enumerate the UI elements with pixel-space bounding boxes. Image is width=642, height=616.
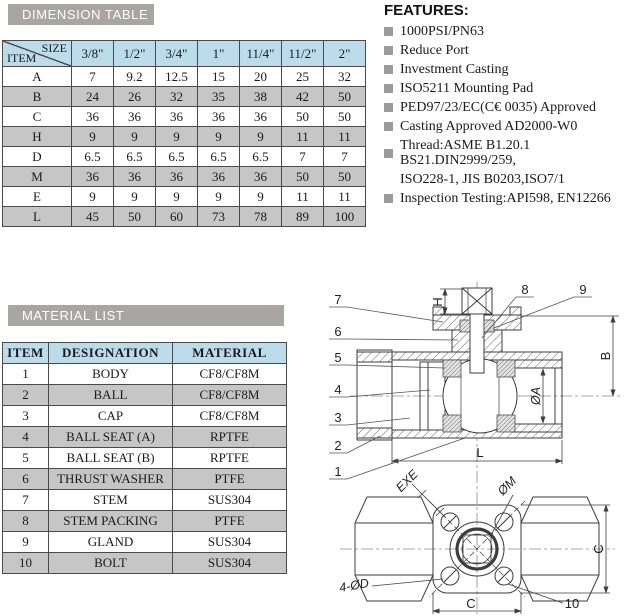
material-item-number: 3: [3, 406, 49, 427]
material-material: SUS304: [173, 490, 287, 511]
stem-top: [462, 288, 492, 314]
material-list-table: [2, 342, 287, 574]
dim-label-m: ØM: [494, 473, 520, 499]
material-material: CF8/CF8M: [173, 406, 287, 427]
dim-item-label: B: [3, 87, 72, 107]
dim-value-cell: 6.5: [156, 147, 198, 167]
features-section: [384, 2, 640, 210]
feature-text: ISO5211 Mounting Pad: [400, 81, 534, 96]
dim-value-cell: 24: [72, 87, 114, 107]
dim-value-cell: 9: [240, 187, 282, 207]
dimension-table-corner-cell: [3, 41, 72, 67]
callout-8: 8: [521, 282, 529, 297]
dim-item-label: M: [3, 167, 72, 187]
dim-item-label: C: [3, 107, 72, 127]
dim-label-bolt-holes: 4-ØD: [338, 575, 370, 595]
dim-value-cell: 15: [198, 67, 240, 87]
material-row: [3, 448, 287, 469]
dimension-table-title: DIMENSION TABLE: [22, 7, 149, 22]
material-row: [3, 490, 287, 511]
dimension-table-header-row: [3, 41, 366, 67]
dim-value-cell: 9: [198, 127, 240, 147]
dim-item-label: A: [3, 67, 72, 87]
material-item-number: 9: [3, 532, 49, 553]
dim-value-cell: 36: [156, 107, 198, 127]
dim-size-header: 1": [198, 41, 240, 67]
material-designation: STEM PACKING: [49, 511, 173, 532]
dim-value-cell: 9: [72, 187, 114, 207]
dim-value-cell: 60: [156, 207, 198, 227]
material-item-number: 4: [3, 427, 49, 448]
dim-row-L: [3, 207, 366, 227]
dim-value-cell: 35: [198, 87, 240, 107]
dim-value-cell: 9: [198, 187, 240, 207]
dim-value-cell: 38: [240, 87, 282, 107]
material-column-header: MATERIAL: [173, 343, 287, 364]
callout-7: 7: [334, 292, 342, 307]
material-material: SUS304: [173, 553, 287, 574]
feature-text: Inspection Testing:API598, EN12266: [400, 191, 611, 206]
callout-3: 3: [334, 410, 342, 425]
dim-value-cell: 11: [282, 187, 324, 207]
dim-label-c-right: C: [591, 544, 606, 554]
dim-value-cell: 100: [324, 207, 366, 227]
feature-item: [384, 191, 640, 206]
feature-item: [384, 100, 640, 115]
dim-row-C: [3, 107, 366, 127]
material-column-header: DESIGNATION: [49, 343, 173, 364]
bullet-square-icon: [384, 46, 393, 55]
dim-value-cell: 32: [156, 87, 198, 107]
dim-value-cell: 11: [324, 187, 366, 207]
dim-value-cell: 50: [282, 107, 324, 127]
dim-value-cell: 7: [72, 67, 114, 87]
feature-item: [384, 62, 640, 77]
feature-text: Investment Casting: [400, 62, 509, 77]
dim-value-cell: 36: [114, 167, 156, 187]
features-title: FEATURES:: [384, 2, 469, 19]
dim-value-cell: 36: [240, 167, 282, 187]
dim-value-cell: 6.5: [72, 147, 114, 167]
material-item-number: 5: [3, 448, 49, 469]
dim-value-cell: 36: [198, 107, 240, 127]
callout-5: 5: [334, 350, 342, 365]
dim-value-cell: 89: [282, 207, 324, 227]
dim-value-cell: 9: [156, 187, 198, 207]
dim-value-cell: 36: [198, 167, 240, 187]
material-material: PTFE: [173, 511, 287, 532]
dim-value-cell: 9: [240, 127, 282, 147]
material-designation: BOLT: [49, 553, 173, 574]
dim-label-a: ØA: [529, 386, 543, 406]
callout-10: 10: [564, 596, 580, 611]
feature-text: Casting Approved AD2000-W0: [400, 119, 578, 134]
dim-size-header: 11/4": [240, 41, 282, 67]
material-item-number: 2: [3, 385, 49, 406]
feature-text: Thread:ASME B1.20.1 BS21.DIN2999/259,: [400, 138, 531, 168]
dimension-table-title-bar: [8, 4, 154, 25]
dim-item-label: L: [3, 207, 72, 227]
dim-value-cell: 50: [324, 87, 366, 107]
feature-item: [384, 43, 640, 58]
dim-size-header: 3/8": [72, 41, 114, 67]
dim-value-cell: 7: [324, 147, 366, 167]
material-row: [3, 553, 287, 574]
dim-label-l: L: [476, 445, 484, 460]
dim-label-b: B: [598, 351, 613, 361]
dim-value-cell: 25: [282, 67, 324, 87]
valve-technical-drawing: [310, 278, 642, 616]
material-material: SUS304: [173, 532, 287, 553]
dim-row-D: [3, 147, 366, 167]
dim-value-cell: 7: [282, 147, 324, 167]
material-item-number: 7: [3, 490, 49, 511]
dim-size-header: 1/2": [114, 41, 156, 67]
dim-value-cell: 42: [282, 87, 324, 107]
feature-item: [384, 24, 640, 39]
material-item-number: 8: [3, 511, 49, 532]
material-row: [3, 469, 287, 490]
dim-value-cell: 78: [240, 207, 282, 227]
section-view: [357, 288, 562, 440]
bullet-square-icon: [384, 194, 393, 203]
dim-value-cell: 9: [156, 127, 198, 147]
material-material: RPTFE: [173, 427, 287, 448]
bullet-square-icon: [384, 65, 393, 74]
corner-size-label: SIZE: [41, 41, 67, 55]
dim-size-header: 3/4": [156, 41, 198, 67]
bullet-square-icon: [384, 103, 393, 112]
dim-row-H: [3, 127, 366, 147]
material-column-header: ITEM: [3, 343, 49, 364]
material-item-number: 10: [3, 553, 49, 574]
material-row: [3, 532, 287, 553]
dim-value-cell: 26: [114, 87, 156, 107]
material-row: [3, 511, 287, 532]
material-item-number: 1: [3, 364, 49, 385]
dim-label-h: H: [430, 297, 445, 307]
dim-label-exe: EXE: [393, 467, 421, 495]
material-designation: THRUST WASHER: [49, 469, 173, 490]
material-designation: BALL SEAT (B): [49, 448, 173, 469]
feature-text: 1000PSI/PN63: [400, 24, 485, 39]
bullet-square-icon: [384, 149, 393, 158]
feature-item: [384, 172, 640, 187]
dim-size-header: 11/2": [282, 41, 324, 67]
material-designation: STEM: [49, 490, 173, 511]
dim-value-cell: 45: [72, 207, 114, 227]
dim-value-cell: 9: [114, 127, 156, 147]
dim-value-cell: 36: [240, 107, 282, 127]
dim-value-cell: 36: [114, 107, 156, 127]
material-designation: BALL: [49, 385, 173, 406]
material-material: CF8/CF8M: [173, 364, 287, 385]
dim-value-cell: 6.5: [114, 147, 156, 167]
material-designation: BALL SEAT (A): [49, 427, 173, 448]
material-list-header-row: [3, 343, 287, 364]
bullet-square-icon: [384, 84, 393, 93]
dim-value-cell: 6.5: [240, 147, 282, 167]
dim-value-cell: 20: [240, 67, 282, 87]
feature-item: [384, 138, 640, 168]
dim-value-cell: 11: [324, 127, 366, 147]
callout-4: 4: [334, 382, 342, 397]
dim-value-cell: 32: [324, 67, 366, 87]
dim-value-cell: 36: [72, 167, 114, 187]
dim-value-cell: 50: [324, 167, 366, 187]
dim-size-header: 2": [324, 41, 366, 67]
dim-item-label: H: [3, 127, 72, 147]
dim-value-cell: 9: [114, 187, 156, 207]
dim-value-cell: 9.2: [114, 67, 156, 87]
feature-item: [384, 119, 640, 134]
features-list: [384, 24, 640, 206]
corner-diagonal: [3, 41, 71, 66]
callout-6: 6: [334, 324, 342, 339]
feature-text: Reduce Port: [400, 43, 469, 58]
material-row: [3, 427, 287, 448]
dim-value-cell: 12.5: [156, 67, 198, 87]
material-designation: GLAND: [49, 532, 173, 553]
dim-item-label: D: [3, 147, 72, 167]
feature-item: [384, 81, 640, 96]
dim-value-cell: 50: [282, 167, 324, 187]
dim-value-cell: 73: [198, 207, 240, 227]
callout-1: 1: [334, 464, 342, 479]
feature-text: ISO228-1, JIS B0203,ISO7/1: [400, 172, 565, 187]
callout-2: 2: [334, 438, 342, 453]
material-list-title: MATERIAL LIST: [22, 308, 125, 323]
dim-value-cell: 50: [324, 107, 366, 127]
dim-value-cell: 9: [72, 127, 114, 147]
callout-9: 9: [579, 282, 587, 297]
dim-value-cell: 11: [282, 127, 324, 147]
feature-text: PED97/23/EC(C€ 0035) Approved: [400, 100, 596, 115]
corner-item-label: ITEM: [7, 51, 37, 65]
material-designation: CAP: [49, 406, 173, 427]
dim-value-cell: 50: [114, 207, 156, 227]
material-list-title-bar: [8, 305, 284, 326]
material-row: [3, 406, 287, 427]
dim-value-cell: 36: [72, 107, 114, 127]
material-material: CF8/CF8M: [173, 385, 287, 406]
material-item-number: 6: [3, 469, 49, 490]
dim-value-cell: 6.5: [198, 147, 240, 167]
dim-label-c-bottom: C: [466, 596, 476, 611]
bullet-square-icon: [384, 122, 393, 131]
material-row: [3, 385, 287, 406]
bullet-square-icon: [384, 27, 393, 36]
dim-row-E: [3, 187, 366, 207]
dim-row-M: [3, 167, 366, 187]
material-material: PTFE: [173, 469, 287, 490]
dimension-table: [2, 40, 366, 227]
material-material: RPTFE: [173, 448, 287, 469]
stem: [470, 314, 484, 373]
material-row: [3, 364, 287, 385]
dim-item-label: E: [3, 187, 72, 207]
dim-row-B: [3, 87, 366, 107]
dim-row-A: [3, 67, 366, 87]
material-designation: BODY: [49, 364, 173, 385]
dim-value-cell: 36: [156, 167, 198, 187]
